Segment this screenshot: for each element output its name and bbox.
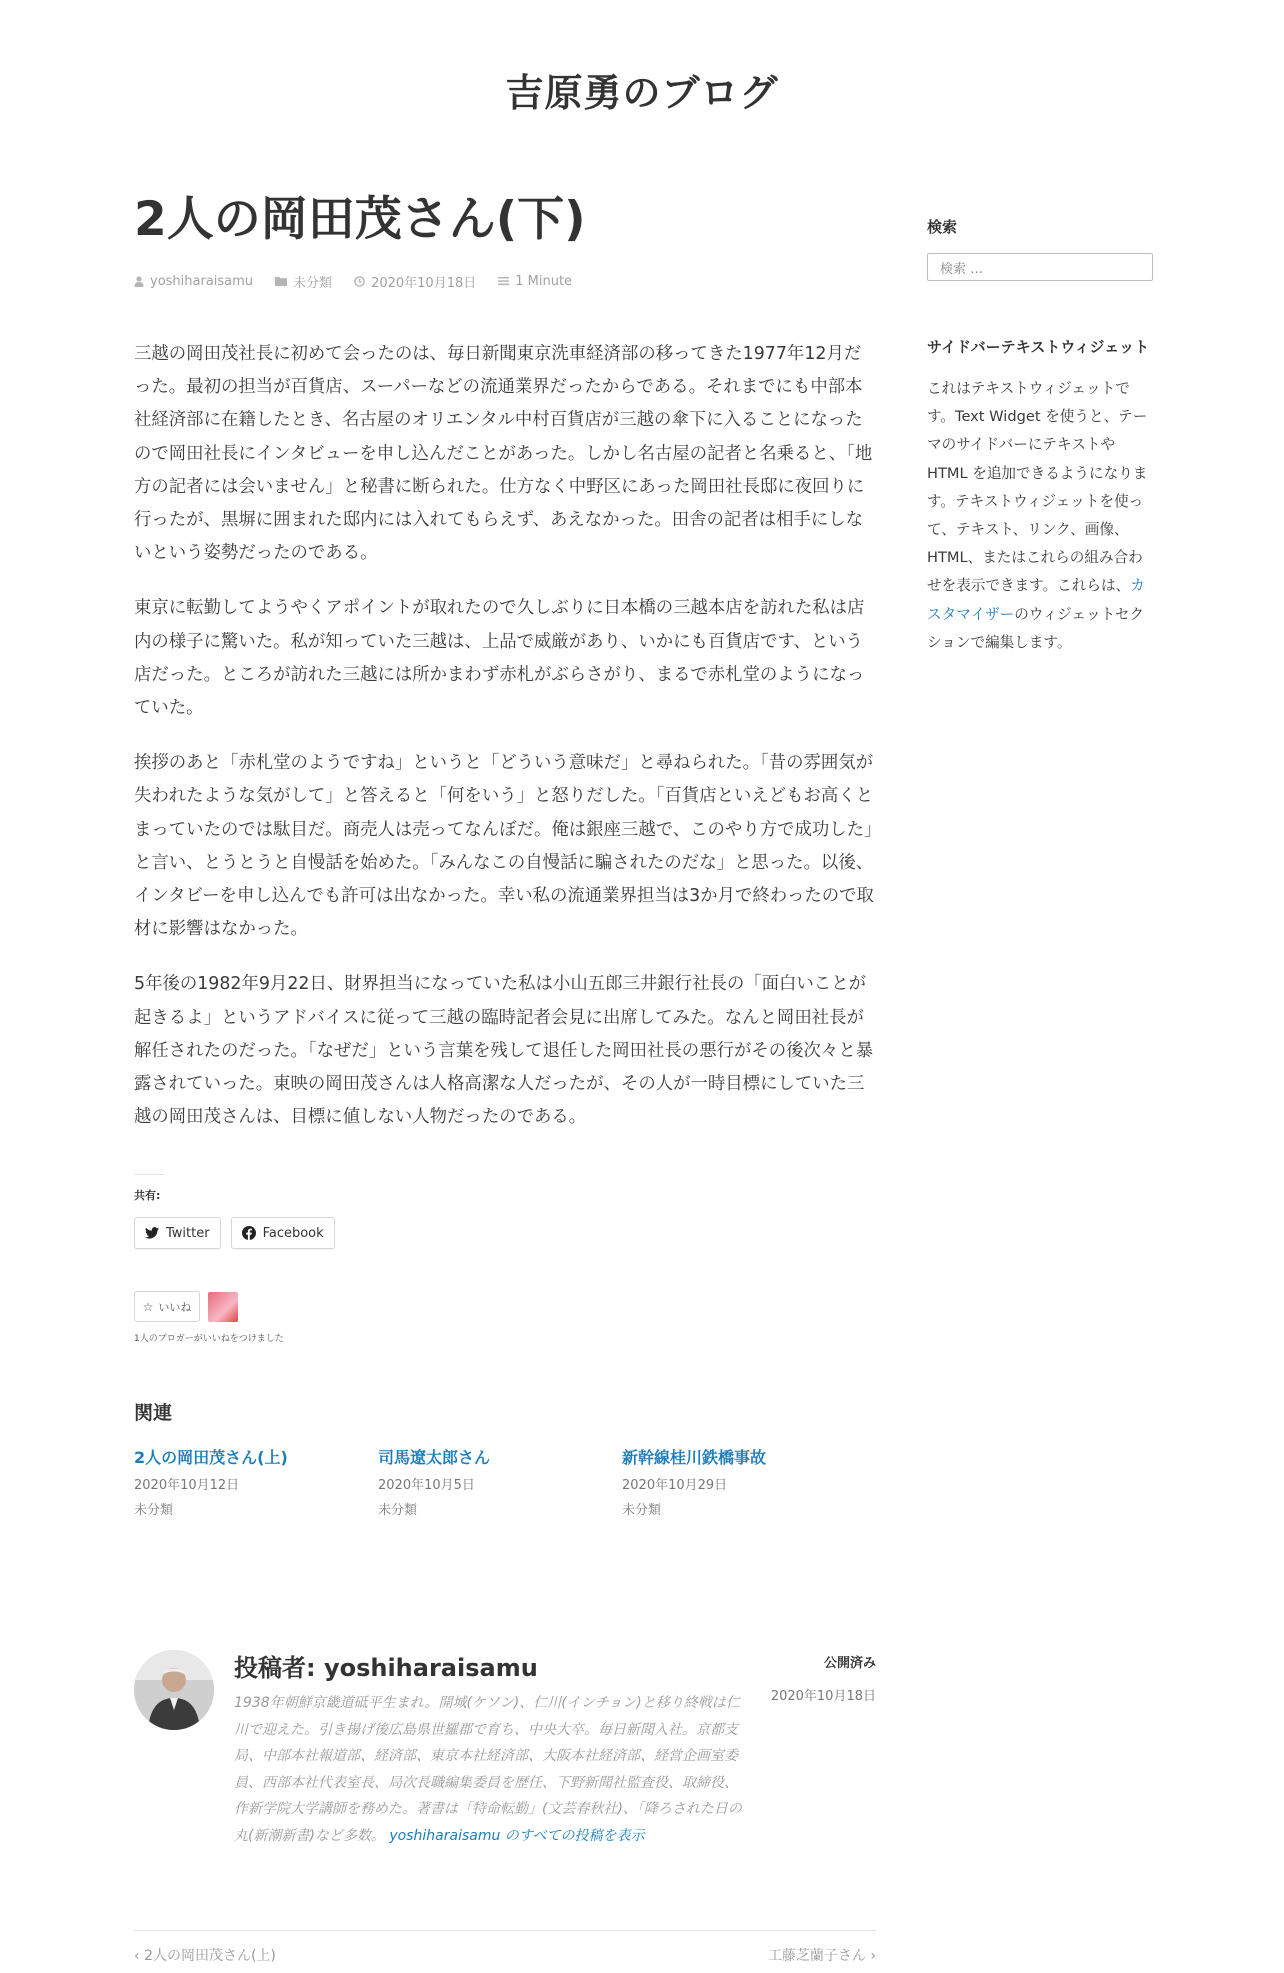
meta-category-label: 未分類 — [293, 275, 333, 291]
post-paragraph: 5年後の1982年9月22日、財界担当になっていた私は小山五郎三井銀行社長の「面白いことが起きるよ」というアドバイスに従って三越の臨時記者会見に出席してみた。なんと岡田社長が解任されたのだった。「なぜだ」という言葉を残して退任した岡田社長の悪行がその後次々と暴露されていった。東映の岡田茂さんは人格高潔な人だったが、その人が一時目標にしていた三越の岡田茂さんは、目標に値しない人物だったのである。 — [134, 974, 874, 1128]
share-twitter-label: Twitter — [166, 1225, 210, 1241]
text-widget — [927, 337, 1153, 657]
meta-date[interactable] — [354, 272, 476, 291]
search-widget-title: 検索 — [927, 218, 958, 236]
post-meta — [134, 270, 876, 292]
related-post — [378, 1445, 622, 1518]
related-post-category: 未分類 — [134, 1503, 174, 1519]
folder-icon — [275, 276, 287, 286]
post-main — [134, 190, 876, 1518]
post-paragraph: 三越の岡田茂社長に初めて会ったのは、毎日新聞東京洗車経済部の移ってきた1977年12月だった。最初の担当が百貨店、スーパーなどの流通業界だったからである。それまでにも中部本社経済部に在籍したとき、名古屋のオリエンタル中村百貨店が三越の傘下に入ることになったので岡田社長にインタビューを申し込んだことがあった。しかし名古屋の記者と名乗ると、「地方の記者には会いません」と秘書に断られた。仕方なく中野区にあった岡田社長邸に夜回りに行ったが、黒塀に囲まれた邸内には入れてもらえず、あえなかった。田舎の記者は相手にしないという姿勢だったのである。 — [134, 344, 873, 564]
related-post — [622, 1445, 866, 1518]
next-post-label: 工藤芝蘭子さん — [767, 1948, 866, 1964]
text-widget-body-part1: これはテキストウィジェットです。Text Widget を使うと、テーマのサイドバーにテキストや HTML を追加できるようになります。テキストウィジェットを使って、テキスト、リンク、画像、HTML、またはこれらの組み合わせを表示できます。これらは、 — [927, 380, 1148, 595]
meta-reading-time-label: 1 Minute — [515, 273, 573, 289]
author-bio — [234, 1690, 750, 1849]
meta-author-label: yoshiharaisamu — [150, 273, 254, 289]
text-widget-title: サイドバーテキストウィジェット — [927, 338, 1150, 356]
customizer-link[interactable]: カスタマイザー — [927, 577, 1145, 623]
facebook-icon — [242, 1226, 256, 1240]
related-post — [134, 1445, 378, 1518]
next-post-link[interactable] — [768, 1945, 876, 1965]
post-title: 2人の岡田茂さん(下) — [134, 192, 586, 247]
liker-avatar[interactable] — [208, 1292, 238, 1322]
prev-post-label: 2人の岡田茂さん(上) — [144, 1948, 276, 1964]
author-avatar — [134, 1650, 214, 1730]
clock-icon — [354, 276, 365, 287]
published-info — [771, 1652, 876, 1704]
like-button[interactable] — [134, 1291, 200, 1322]
sidebar — [927, 217, 1153, 657]
author-bio-text: 1938年朝鮮京畿道砥平生まれ。開城(ケソン)、仁川(インチョン)と移り終戦は仁川で迎えた。引き揚げ後広島県世羅郡で育ち、中央大卒。毎日新聞入社。京都支局、中部本社報道部、経済部、東京本社経済部、大阪本社経済部、経営企画室委員、西部本社代表室長、局次長職編集委員を歴任、下野新聞社監査役、取締役、作新学院大学講師を務めた。著書は「特命転勤」(文芸春秋社)、「降ろされた日の丸(新潮新書)など多数。 — [234, 1695, 742, 1844]
site-title[interactable]: 吉原勇のブログ — [505, 71, 779, 115]
share-twitter-button[interactable] — [134, 1217, 221, 1249]
like-button-label: いいね — [158, 1300, 192, 1314]
post-paragraph: 東京に転勤してようやくアポイントが取れたので久しぶりに日本橋の三越本店を訪れた私は店内の様子に驚いた。私が知っていた三越は、上品で威厳があり、いかにも百貨店です、という店だった。ところが訪れた三越には所かまわず赤札がぶらさがり、まるで赤札堂のようになっていた。 — [134, 598, 865, 719]
like-row — [134, 1291, 876, 1322]
share-buttons — [134, 1217, 876, 1249]
author-name: 投稿者: yoshiharaisamu — [234, 1654, 538, 1682]
text-widget-body — [927, 375, 1153, 657]
published-label: 公開済み — [823, 1656, 876, 1671]
published-date[interactable]: 2020年10月18日 — [770, 1689, 876, 1704]
related-post-category: 未分類 — [378, 1503, 418, 1519]
twitter-icon — [145, 1227, 159, 1239]
related-posts — [134, 1445, 876, 1518]
author-posts-link[interactable]: yoshiharaisamu のすべての投稿を表示 — [389, 1827, 645, 1844]
meta-category[interactable] — [275, 272, 332, 291]
text-widget-body-part2: のウィジェットセクションで編集します。 — [927, 605, 1145, 651]
related-post-title[interactable]: 2人の岡田茂さん(上) — [134, 1448, 288, 1468]
star-icon: ☆ — [142, 1299, 154, 1314]
related-post-date: 2020年10月5日 — [378, 1478, 475, 1494]
person-icon — [134, 276, 144, 287]
share-heading: 共有: — [134, 1174, 164, 1203]
chevron-right-icon: › — [865, 1948, 876, 1964]
meta-author[interactable] — [134, 274, 253, 289]
list-icon — [498, 276, 509, 286]
chevron-left-icon: ‹ — [134, 1948, 145, 1964]
post-navigation — [134, 1930, 876, 1965]
meta-date-label: 2020年10月18日 — [371, 275, 477, 291]
share-facebook-button[interactable] — [231, 1217, 335, 1249]
related-post-date: 2020年10月29日 — [622, 1478, 728, 1494]
related-post-date: 2020年10月12日 — [134, 1478, 240, 1494]
author-box — [134, 1648, 876, 1848]
prev-post-link[interactable] — [134, 1945, 276, 1965]
related-post-category: 未分類 — [622, 1503, 662, 1519]
related-heading: 関連 — [134, 1402, 173, 1425]
related-post-title[interactable]: 司馬遼太郎さん — [378, 1448, 491, 1468]
search-input[interactable]: 検索 … — [927, 253, 1153, 281]
like-count: 1人のブロガーがいいねをつけました — [134, 1334, 284, 1345]
related-post-title[interactable]: 新幹線桂川鉄橋事故 — [622, 1448, 767, 1468]
share-facebook-label: Facebook — [262, 1225, 324, 1241]
post-paragraph: 挨拶のあと「赤札堂のようですね」というと「どういう意味だ」と尋ねられた。「昔の雰囲気が失われたような気がして」と答えると「何をいう」と怒りだした。「百貨店といえどもお高くとまっていたのでは駄目だ。商売人は売ってなんぼだ。俺は銀座三越で、このやり方で成功した」と言い、とうとうと自慢話を始めた。「みんなこの自慢話に騙されたのだな」と思った。以後、インタビーを申し込んでも許可は出なかった。幸い私の流通業界担当は3か月で終わったので取材に影響はなかった。 — [134, 753, 874, 940]
meta-reading-time — [498, 274, 572, 289]
post-content — [134, 338, 876, 1134]
